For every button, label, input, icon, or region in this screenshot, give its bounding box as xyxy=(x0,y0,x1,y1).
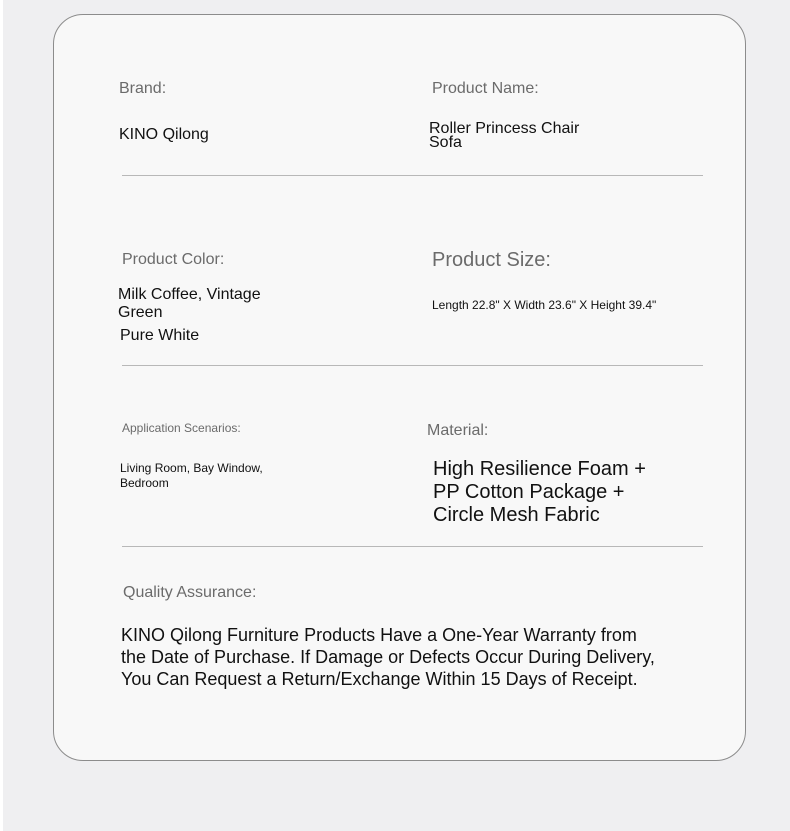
product-size-value: Length 22.8" X Width 23.6" X Height 39.4" xyxy=(432,298,657,312)
application-scenarios-line-1: Living Room, Bay Window, xyxy=(120,461,263,475)
application-scenarios-value xyxy=(120,461,263,491)
product-color-line-3: Pure White xyxy=(120,327,200,344)
material-label: Material: xyxy=(427,422,489,439)
product-color-line-2: Green xyxy=(118,304,163,321)
product-color-line-1: Milk Coffee, Vintage xyxy=(118,286,261,303)
application-scenarios-label: Application Scenarios: xyxy=(122,421,241,435)
brand-label: Brand: xyxy=(119,80,167,97)
product-name-line-2: Sofa xyxy=(429,134,462,151)
divider-3 xyxy=(122,546,703,547)
page-edge xyxy=(0,0,3,831)
material-line-2: PP Cotton Package + xyxy=(433,481,625,503)
brand-value: KINO Qilong xyxy=(119,126,209,143)
divider-2 xyxy=(122,365,703,366)
product-name-line-1: Roller Princess Chair xyxy=(429,120,580,137)
product-name-label: Product Name: xyxy=(432,80,539,97)
quality-assurance-line-2: the Date of Purchase. If Damage or Defects Occur During Delivery, xyxy=(121,647,655,667)
product-spec-card xyxy=(53,14,746,761)
quality-assurance-label: Quality Assurance: xyxy=(123,584,257,601)
quality-assurance-line-1: KINO Qilong Furniture Products Have a One-Year Warranty from xyxy=(121,625,637,645)
application-scenarios-line-2: Bedroom xyxy=(120,476,169,490)
product-size-label: Product Size: xyxy=(432,249,551,271)
quality-assurance-line-3: You Can Request a Return/Exchange Within 15 Days of Receipt. xyxy=(121,669,638,689)
divider-1 xyxy=(122,175,703,176)
material-value xyxy=(433,458,646,527)
material-line-1: High Resilience Foam + xyxy=(433,458,646,480)
product-color-label: Product Color: xyxy=(122,251,225,268)
product-name-value xyxy=(429,122,579,150)
material-line-3: Circle Mesh Fabric xyxy=(433,504,600,526)
product-color-value xyxy=(118,286,261,345)
quality-assurance-text xyxy=(121,624,655,690)
